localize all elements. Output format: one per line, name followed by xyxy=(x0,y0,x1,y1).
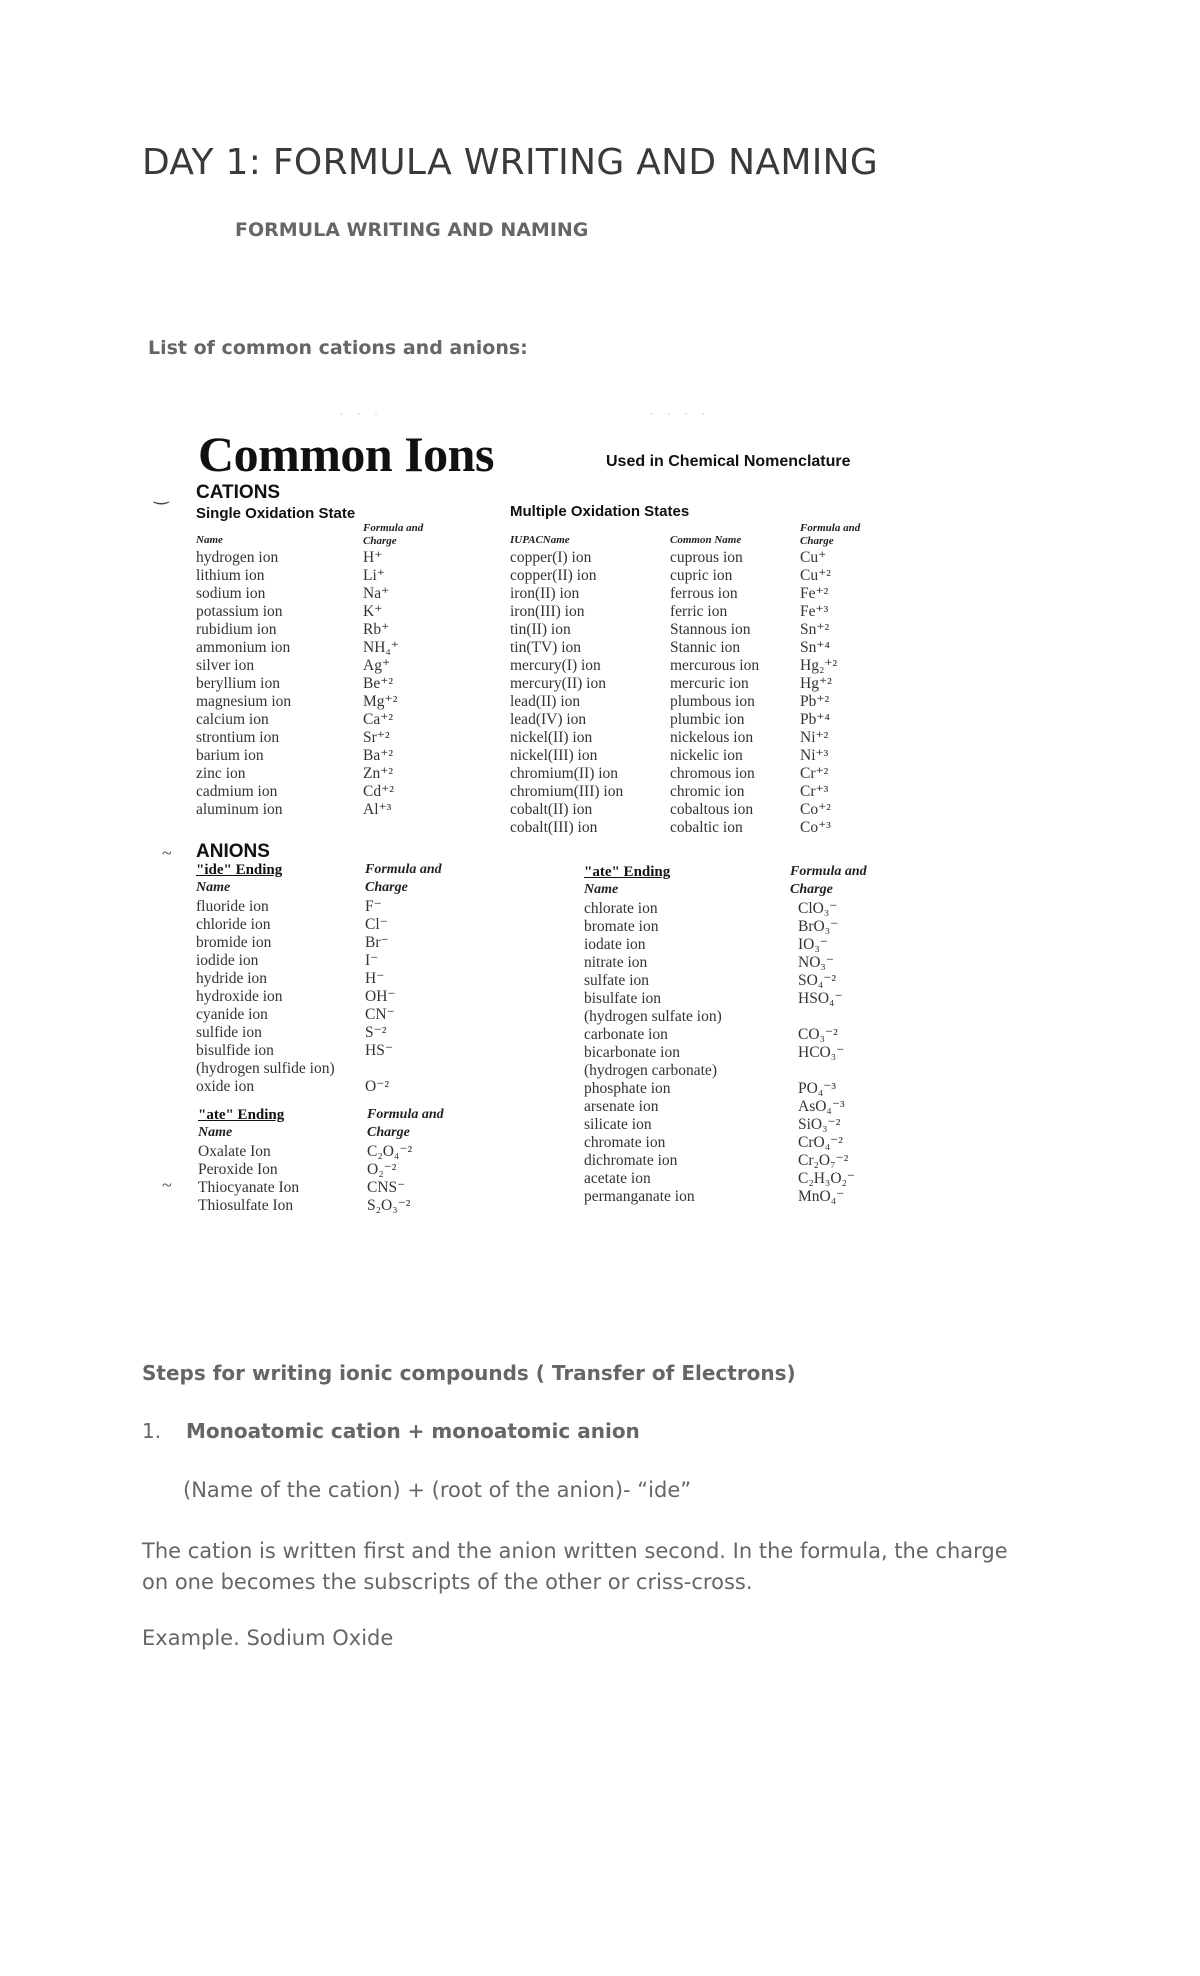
ion-name: carbonate ion xyxy=(584,1026,668,1043)
ion-formula: O⁻² xyxy=(365,1078,390,1095)
ion-name: arsenate ion xyxy=(584,1098,659,1115)
col-header-formula: Formula and Charge xyxy=(363,522,424,547)
ion-formula: HS⁻ xyxy=(365,1042,393,1059)
ion-name: beryllium ion xyxy=(196,675,280,692)
ion-name: iron(II) ion xyxy=(510,585,580,602)
ion-formula: C₂H₃O₂⁻ xyxy=(798,1170,856,1187)
multi-common-column xyxy=(670,549,759,837)
ion-formula: Sr⁺² xyxy=(363,729,390,746)
ion-common-name: cupric ion xyxy=(670,567,733,584)
ion-name: cobalt(II) ion xyxy=(510,801,593,818)
anions-label: ANIONS xyxy=(196,841,270,862)
ion-name: sulfide ion xyxy=(196,1024,262,1041)
ide-name-header: Name xyxy=(196,880,231,895)
ion-formula: ClO₃⁻ xyxy=(798,900,838,917)
ion-common-name: cobaltous ion xyxy=(670,801,754,818)
ion-name: oxide ion xyxy=(196,1078,255,1095)
ion-name: hydride ion xyxy=(196,970,268,987)
ion-name: lead(II) ion xyxy=(510,693,581,710)
ion-formula: Ca⁺² xyxy=(363,711,394,728)
ion-name: cobalt(III) ion xyxy=(510,819,598,836)
scan-speck: · · · xyxy=(340,409,384,419)
ion-name: mercury(II) ion xyxy=(510,675,606,692)
ion-name: acetate ion xyxy=(584,1170,651,1187)
ate-left-names-column xyxy=(198,1143,299,1215)
ion-name: nickel(III) ion xyxy=(510,747,598,764)
ion-common-name: ferrous ion xyxy=(670,585,738,602)
ion-name: tin(TV) ion xyxy=(510,639,582,656)
ion-formula: IO₃⁻ xyxy=(798,936,828,953)
ion-formula: MnO₄⁻ xyxy=(798,1188,845,1205)
ion-name: bromide ion xyxy=(196,934,272,951)
ion-common-name: mercuric ion xyxy=(670,675,749,692)
ion-name: phosphate ion xyxy=(584,1080,671,1097)
ion-common-name: nickelous ion xyxy=(670,729,754,746)
ion-name: cyanide ion xyxy=(196,1006,268,1023)
ion-name: silicate ion xyxy=(584,1116,652,1133)
ion-name: bisulfide ion xyxy=(196,1042,274,1059)
ion-name: lead(IV) ion xyxy=(510,711,587,728)
ion-formula: NO₃⁻ xyxy=(798,954,834,971)
ion-name: chloride ion xyxy=(196,916,271,933)
ide-ending-label: "ide" Ending xyxy=(196,862,283,878)
ion-name: silver ion xyxy=(196,657,255,674)
ion-name: copper(II) ion xyxy=(510,567,597,584)
ion-name: bicarbonate ion xyxy=(584,1044,680,1061)
ion-name: (hydrogen carbonate) xyxy=(584,1062,717,1079)
ion-formula: Cr⁺³ xyxy=(800,783,829,800)
ion-common-name: chromic ion xyxy=(670,783,745,800)
ion-name: chromium(II) ion xyxy=(510,765,619,782)
ion-formula: NH₄⁺ xyxy=(363,639,399,656)
ion-name: fluoride ion xyxy=(196,898,269,915)
ate-right-names-column xyxy=(584,900,722,1206)
ion-formula: Pb⁺² xyxy=(800,693,830,710)
ion-formula: OH⁻ xyxy=(365,988,396,1005)
ion-name: strontium ion xyxy=(196,729,280,746)
ion-formula: PO₄⁻³ xyxy=(798,1080,837,1097)
section-subtitle: FORMULA WRITING AND NAMING xyxy=(235,219,589,241)
ion-name: Peroxide Ion xyxy=(198,1161,278,1178)
ate-right-formula-header: Formula and xyxy=(790,864,867,879)
ate-ending-label-right: "ate" Ending xyxy=(584,864,671,880)
ion-formula: Rb⁺ xyxy=(363,621,390,638)
ion-name: ammonium ion xyxy=(196,639,291,656)
ion-common-name: cuprous ion xyxy=(670,549,743,566)
ion-formula: Pb⁺⁴ xyxy=(800,711,830,728)
ion-name: zinc ion xyxy=(196,765,246,782)
ion-formula: Zn⁺² xyxy=(363,765,394,782)
ate-left-formula-header: Formula and xyxy=(367,1107,444,1122)
ion-name: iodide ion xyxy=(196,952,259,969)
ion-formula: H⁻ xyxy=(365,970,385,987)
ion-common-name: plumbic ion xyxy=(670,711,745,728)
margin-mark: ~ xyxy=(162,1175,172,1195)
multiple-oxidation-label: Multiple Oxidation States xyxy=(510,503,690,520)
ion-name: Oxalate Ion xyxy=(198,1143,271,1160)
ion-formula: Cu⁺² xyxy=(800,567,831,584)
step-1 xyxy=(142,1419,640,1443)
ion-name: hydrogen ion xyxy=(196,549,279,566)
ion-formula xyxy=(798,1008,855,1026)
ion-name: chromate ion xyxy=(584,1134,666,1151)
ion-formula: Cr₂O₇⁻² xyxy=(798,1152,849,1169)
ion-formula: CN⁻ xyxy=(365,1006,395,1023)
ion-name: nitrate ion xyxy=(584,954,648,971)
criss-cross-paragraph: The cation is written first and the anion written second. In the formula, the charge on one becomes the subscripts of the other or criss-cross. xyxy=(142,1539,1008,1594)
ion-formula: Cl⁻ xyxy=(365,916,388,933)
ion-name: iron(III) ion xyxy=(510,603,585,620)
ate-right-formulas-column xyxy=(798,900,855,1206)
step-number: 1. xyxy=(142,1419,162,1443)
ion-name: Thiosulfate Ion xyxy=(198,1197,294,1214)
ion-name: chromium(III) ion xyxy=(510,783,624,800)
ion-formula: SO₄⁻² xyxy=(798,972,837,989)
ion-formula xyxy=(798,1062,855,1080)
multi-formulas-column xyxy=(800,549,837,837)
ion-name: aluminum ion xyxy=(196,801,283,818)
ion-formula: Li⁺ xyxy=(363,567,385,584)
ion-formula: I⁻ xyxy=(365,952,379,969)
ion-name: (hydrogen sulfate ion) xyxy=(584,1008,722,1025)
ion-name: nickel(II) ion xyxy=(510,729,593,746)
ion-formula: SiO₃⁻² xyxy=(798,1116,841,1133)
ion-formula: HSO₄⁻ xyxy=(798,990,843,1007)
ion-formula: K⁺ xyxy=(363,603,383,620)
ate-right-charge-header: Charge xyxy=(790,882,833,897)
ion-name: copper(I) ion xyxy=(510,549,592,566)
ion-name: dichromate ion xyxy=(584,1152,678,1169)
ion-formula: Ni⁺³ xyxy=(800,747,829,764)
ion-formula: Hg⁺² xyxy=(800,675,832,692)
ide-formula-header: Formula and xyxy=(365,862,442,877)
ion-name: rubidium ion xyxy=(196,621,277,638)
intro-text: List of common cations and anions: xyxy=(148,337,528,359)
col-header-common: Common Name xyxy=(670,534,742,546)
ion-name: lithium ion xyxy=(196,567,265,584)
ion-formula xyxy=(365,1060,396,1078)
ion-formula: Fe⁺³ xyxy=(800,603,829,620)
ion-common-name: plumbous ion xyxy=(670,693,755,710)
col-header-name: Name xyxy=(196,534,223,546)
ion-name: barium ion xyxy=(196,747,264,764)
ion-formula: Sn⁺⁴ xyxy=(800,639,830,656)
ion-formula: AsO₄⁻³ xyxy=(798,1098,845,1115)
multi-iupac-column xyxy=(510,549,623,837)
ate-left-name-header: Name xyxy=(198,1125,233,1140)
cations-label: CATIONS xyxy=(196,482,281,503)
ion-formula: CO₃⁻² xyxy=(798,1026,838,1043)
ion-name: Thiocyanate Ion xyxy=(198,1179,300,1196)
margin-mark: ‿ xyxy=(154,484,169,504)
ion-formula: Be⁺² xyxy=(363,675,394,692)
ion-formula: Fe⁺² xyxy=(800,585,829,602)
margin-mark: ~ xyxy=(162,843,172,863)
ion-formula: Ag⁺ xyxy=(363,657,391,674)
ion-formula: O₂⁻² xyxy=(367,1161,397,1178)
ion-name: hydroxide ion xyxy=(196,988,283,1005)
ion-formula: F⁻ xyxy=(365,898,382,915)
step-text: Monoatomic cation + monoatomic anion xyxy=(186,1419,640,1443)
ate-left-charge-header: Charge xyxy=(367,1125,410,1140)
ion-formula: Cu⁺ xyxy=(800,549,827,566)
ion-common-name: Stannic ion xyxy=(670,639,741,656)
ion-formula: CrO₄⁻² xyxy=(798,1134,843,1151)
ide-charge-header: Charge xyxy=(365,880,408,895)
ion-formula: H⁺ xyxy=(363,549,383,566)
ion-formula: BrO₃⁻ xyxy=(798,918,839,935)
ion-name: calcium ion xyxy=(196,711,269,728)
ate-left-formulas-column xyxy=(367,1143,412,1215)
single-names-column xyxy=(196,549,291,819)
ide-names-column xyxy=(196,898,335,1096)
ion-common-name: cobaltic ion xyxy=(670,819,743,836)
ion-formula: Cd⁺² xyxy=(363,783,394,800)
ions-subtitle: Used in Chemical Nomenclature xyxy=(606,453,851,470)
ion-name: magnesium ion xyxy=(196,693,292,710)
ion-formula: S⁻² xyxy=(365,1024,387,1041)
scan-speck: · · · · xyxy=(650,409,711,419)
ion-name: (hydrogen sulfide ion) xyxy=(196,1060,335,1077)
single-oxidation-label: Single Oxidation State xyxy=(196,505,356,522)
ion-formula: S₂O₃⁻² xyxy=(367,1197,411,1214)
page-title: DAY 1: FORMULA WRITING AND NAMING xyxy=(142,142,879,183)
ion-name: bisulfate ion xyxy=(584,990,662,1007)
ion-formula: Al⁺³ xyxy=(363,801,392,818)
ion-formula: Hg₂⁺² xyxy=(800,657,838,674)
ion-formula: Br⁻ xyxy=(365,934,389,951)
single-formulas-column xyxy=(363,549,399,819)
ion-formula: CNS⁻ xyxy=(367,1179,406,1196)
ion-common-name: Stannous ion xyxy=(670,621,751,638)
col-header-formula-2: Formula and Charge xyxy=(800,522,861,547)
ion-formula: Sn⁺² xyxy=(800,621,830,638)
ate-ending-label-left: "ate" Ending xyxy=(198,1107,285,1123)
ion-name: mercury(I) ion xyxy=(510,657,601,674)
ate-right-name-header: Name xyxy=(584,882,619,897)
ion-formula: Co⁺³ xyxy=(800,819,831,836)
ion-formula: Mg⁺² xyxy=(363,693,398,710)
ion-common-name: ferric ion xyxy=(670,603,728,620)
ion-name: sulfate ion xyxy=(584,972,649,989)
ion-formula: Ba⁺² xyxy=(363,747,394,764)
ion-name: cadmium ion xyxy=(196,783,278,800)
ion-formula: Cr⁺² xyxy=(800,765,829,782)
ion-formula: Na⁺ xyxy=(363,585,390,602)
steps-heading: Steps for writing ionic compounds ( Transfer of Electrons) xyxy=(142,1361,796,1385)
ion-name: bromate ion xyxy=(584,918,659,935)
ion-name: iodate ion xyxy=(584,936,646,953)
ion-name: tin(II) ion xyxy=(510,621,571,638)
naming-rule: (Name of the cation) + (root of the anion)- “ide” xyxy=(183,1478,692,1502)
ion-common-name: chromous ion xyxy=(670,765,755,782)
col-header-iupac: IUPACName xyxy=(510,534,570,546)
ion-name: permanganate ion xyxy=(584,1188,695,1205)
ion-name: sodium ion xyxy=(196,585,266,602)
ion-formula: HCO₃⁻ xyxy=(798,1044,845,1061)
ide-formulas-column xyxy=(365,898,396,1096)
ion-common-name: nickelic ion xyxy=(670,747,743,764)
ion-common-name: mercurous ion xyxy=(670,657,760,674)
ion-formula: Co⁺² xyxy=(800,801,831,818)
ions-title: Common Ions xyxy=(198,426,494,482)
ion-name: chlorate ion xyxy=(584,900,658,917)
example-text: Example. Sodium Oxide xyxy=(142,1626,394,1650)
ion-formula: Ni⁺² xyxy=(800,729,829,746)
ion-name: potassium ion xyxy=(196,603,283,620)
ion-formula: C₂O₄⁻² xyxy=(367,1143,413,1160)
common-ions-table xyxy=(150,405,910,1225)
